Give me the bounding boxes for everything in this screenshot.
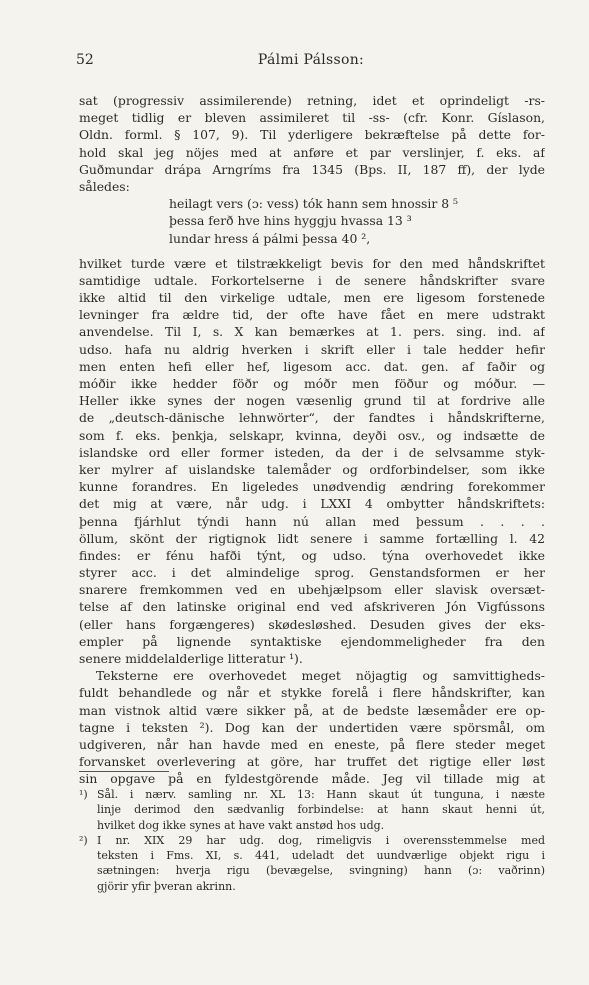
text-line: móðir ikke hedder föðr og móðr men föður og móður. — xyxy=(79,376,545,391)
running-head: Pálmi Pálsson: xyxy=(257,52,365,68)
footnote-text: Sål. i nærv. samling nr. XL 13: Hann skaut út tunguna, i næste xyxy=(97,788,545,801)
text-line: det mig at være, når udg. i LXXI 4 ombytter håndskriftets: xyxy=(79,496,545,512)
text-line: udso. hafa nu aldrig hverken i skrift eller i tale hedder hefir xyxy=(79,341,545,357)
footnote-line: gjörir yfir þveran akrinn. xyxy=(97,879,236,893)
text-line: islandske ord eller former isteden, da der i de selvsamme styk- xyxy=(79,444,545,460)
text-line: telse af den latinske original end ved afskriveren Jón Vigfússons xyxy=(79,599,545,615)
text-line: udgiveren, når han havde med en eneste, på flere steder meget xyxy=(79,736,545,752)
text-line: ikke altid til den virkelige udtale, men ere ligesom forstenede xyxy=(79,290,545,306)
text-line: tagne i teksten ²). Dog kan der undertiden være spörsmål, om xyxy=(79,719,545,735)
text-line: fuldt behandlede og når et stykke forelå i flere håndskrifter, kan xyxy=(79,685,545,701)
text-line: samtidige udtale. Forkortelserne i de senere håndskrifter svare xyxy=(79,272,545,288)
footnote-line: teksten i Fms. XI, s. 441, udeladt det uundværlige objekt rigu i xyxy=(97,849,545,863)
footnote-mark: ¹) xyxy=(79,788,88,801)
text-line: Heller ikke synes der nogen væsenlig grund til at fordrive alle xyxy=(79,393,545,409)
verse-line: lundar hress á pálmi þessa 40 ², xyxy=(169,230,371,246)
text-line: empler på lignende syntaktiske ejendommeligheder fra den xyxy=(79,633,545,649)
footnote-text: I nr. XIX 29 har udg. dog, rimeligvis i overensstemmelse med xyxy=(97,833,545,847)
footnote-line: hvilket dog ikke synes at have vakt anstød hos udg. xyxy=(97,818,385,832)
text-line: þenna fjárhlut týndi hann nú allan med þessum . . . . xyxy=(79,513,545,529)
text-line: Teksterne ere overhovedet meget nöjagtig og samvittigheds- xyxy=(96,668,545,684)
text-line: sat (progressiv assimilerende) retning, idet et oprindeligt -rs- xyxy=(79,93,545,108)
text-line: Oldn. forml. § 107, 9). Til yderligere bekræftelse på dette for- xyxy=(79,127,545,143)
text-line: snarere fremkommen ved en ubehjælpsom eller slavisk oversæt- xyxy=(79,582,545,598)
footnote-line xyxy=(79,787,545,802)
text-line: som f. eks. þenkja, selskapr, kvinna, deyði osv., og indsætte de xyxy=(79,427,545,443)
text-line: sin opgave på en fyldestgörende måde. Jeg vil tillade mig at xyxy=(79,771,545,787)
footnote-line xyxy=(79,833,545,848)
text-line: styrer acc. i det almindelige sprog. Genstandsformen er her xyxy=(79,565,545,581)
body-text xyxy=(79,92,545,788)
footnote-mark: ²) xyxy=(79,833,88,847)
text-line: Guðmundar drápa Arngríms fra 1345 (Bps. II, 187 ff), der lyde xyxy=(79,161,545,177)
footnote-line: sætningen: hverja rigu (bevægelse, svingning) hann (ɔ: vaðrinn) xyxy=(97,864,545,878)
page-number: 52 xyxy=(76,52,94,68)
text-line: hvilket turde være et tilstrækkeligt bevis for den med håndskriftet xyxy=(79,255,545,271)
text-line: ker mylrer af uislandske talemåder og ordforbindelser, som ikke xyxy=(79,461,545,477)
verse-line: þessa ferð hve hins hyggju hvassa 13 ³ xyxy=(169,213,412,229)
text-line: forvansket overlevering at göre, har truffet det rigtige eller løst xyxy=(79,754,545,770)
footnote-line: linje derimod den sædvanlig forbindelse: at hann skaut henni út, xyxy=(97,803,545,817)
text-line: kunne forandres. En ligeledes unødvendig ændring forekommer xyxy=(79,479,545,495)
text-line: anvendelse. Til I, s. X kan bemærkes at 1. pers. sing. ind. af xyxy=(79,324,545,340)
footnote-rule xyxy=(79,771,169,772)
text-line: findes: er fénu hafði týnt, og udso. týna overhovedet ikke xyxy=(79,547,545,563)
text-line: således: xyxy=(79,178,130,194)
text-line: men enten hefi eller hef, ligesom acc. dat. gen. af faðir og xyxy=(79,358,545,374)
footnotes xyxy=(79,787,545,894)
text-line: senere middelalderlige litteratur ¹). xyxy=(79,651,303,666)
text-line: levninger fra ældre tid, der ofte have fået en mere udstrakt xyxy=(79,307,545,323)
text-line: hold skal jeg nöjes med at anføre et par verslinjer, f. eks. af xyxy=(79,144,545,160)
text-line: öllum, skönt der rigtignok lidt senere i samme fortælling l. 42 xyxy=(79,530,545,546)
page-header xyxy=(76,52,546,72)
text-line: de „deutsch-dänische lehnwörter“, der fandtes i håndskrifterne, xyxy=(79,410,545,426)
verse-line: heilagt vers (ɔ: vess) tók hann sem hnossir 8 ⁵ xyxy=(169,196,459,212)
text-line: (eller hans forgængeres) skødesløshed. Desuden gives der eks- xyxy=(79,616,545,632)
text-line: man vistnok altid være sikker på, at de bedste læsemåder ere op- xyxy=(79,702,545,718)
text-line: meget tidlig er bleven assimileret til -ss- (cfr. Konr. Gíslason, xyxy=(79,110,545,126)
